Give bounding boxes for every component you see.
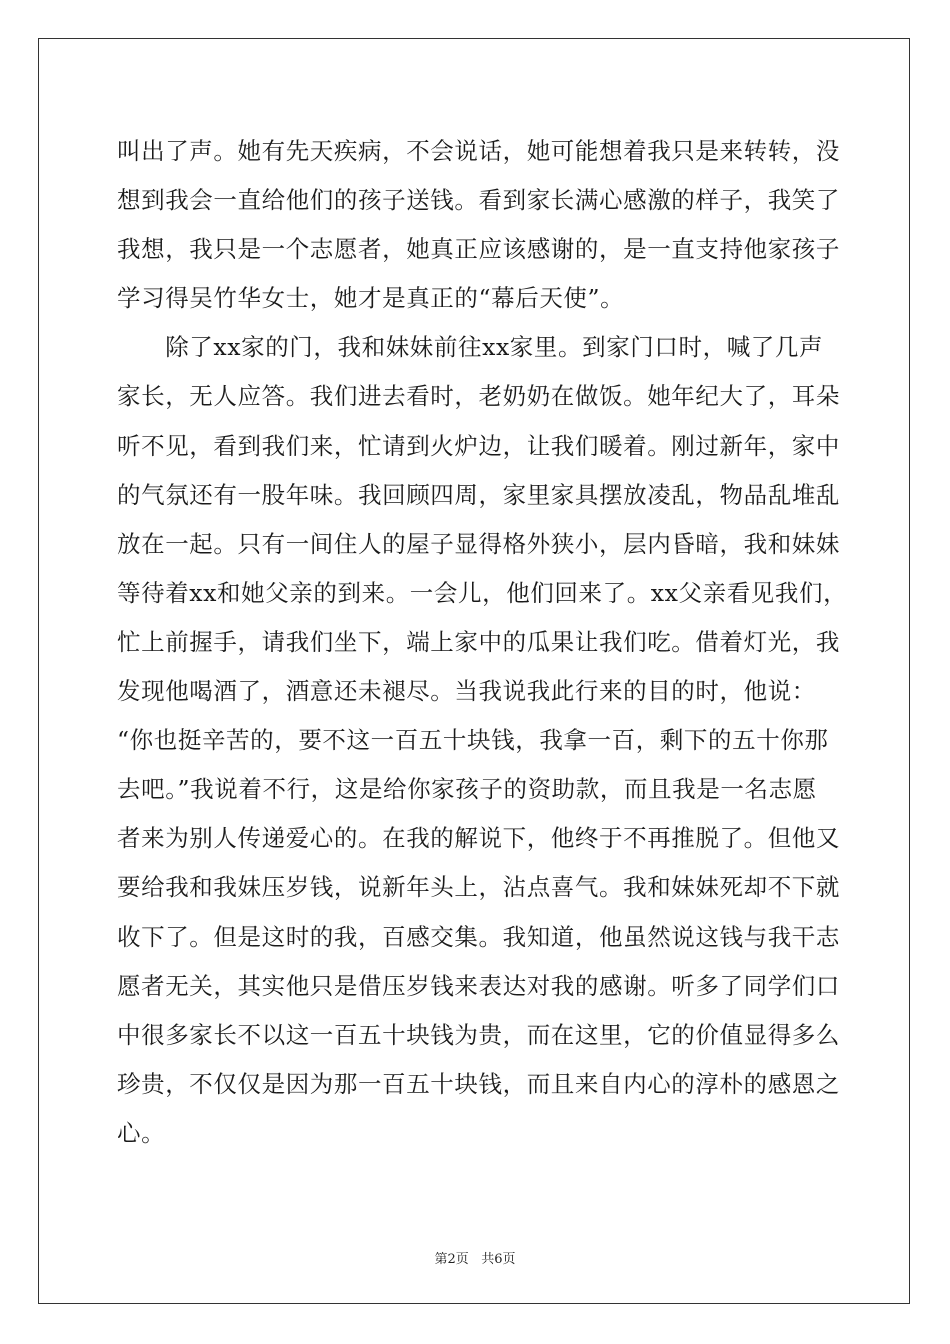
text-line: 忙上前握手，请我们坐下，端上家中的瓜果让我们吃。借着灯光，我	[117, 627, 840, 656]
text-line: 想到我会一直给他们的孩子送钱。看到家长满心感激的样子，我笑了	[117, 186, 840, 215]
text-line: 等待着xx和她父亲的到来。一会儿，他们回来了。xx父亲看见我们，	[117, 578, 848, 607]
text-line: 听不见，看到我们来，忙请到火炉边，让我们暖着。刚过新年，家中	[117, 431, 840, 460]
text-line: 发现他喝酒了，酒意还未褪尽。当我说我此行来的目的时，他说：	[117, 677, 816, 706]
text-line: 愿者无关，其实他只是借压岁钱来表达对我的感谢。听多了同学们口	[117, 971, 840, 1000]
text-line: 中很多家长不以这一百五十块钱为贵，而在这里，它的价值显得多么	[117, 1020, 840, 1049]
text-line: 珍贵，不仅仅是因为那一百五十块钱，而且来自内心的淳朴的感恩之	[117, 1069, 840, 1098]
text-line: 者来为别人传递爱心的。在我的解说下，他终于不再推脱了。但他又	[117, 824, 840, 853]
text-line: 除了xx家的门，我和妹妹前往xx家里。到家门口时，喊了几声	[117, 333, 824, 362]
text-line: 叫出了声。她有先天疾病，不会说话，她可能想着我只是来转转，没	[117, 137, 840, 165]
text-line: 收下了。但是这时的我，百感交集。我知道，他虽然说这钱与我干志	[117, 922, 840, 951]
text-line: “你也挺辛苦的，要不这一百五十块钱，我拿一百，剩下的五十你那	[117, 726, 829, 755]
text-line: 去吧。”我说着不行，这是给你家孩子的资助款，而且我是一名志愿	[117, 775, 817, 804]
text-line: 我想，我只是一个志愿者，她真正应该感谢的，是一直支持他家孩子	[117, 235, 840, 264]
page-number-total: 共6页	[481, 1252, 516, 1267]
document-body	[117, 127, 848, 1158]
page-footer	[0, 1248, 950, 1267]
text-line: 的气氛还有一股年味。我回顾四周，家里家具摆放凌乱，物品乱堆乱	[117, 480, 840, 509]
text-line: 学习得吴竹华女士，她才是真正的“幕后天使”。	[117, 284, 625, 313]
text-line: 心。	[117, 1118, 166, 1147]
page-number-current: 第2页	[434, 1252, 469, 1267]
text-line: 放在一起。只有一间住人的屋子显得格外狭小，层内昏暗，我和妹妹	[117, 529, 840, 558]
text-line: 家长，无人应答。我们进去看时，老奶奶在做饭。她年纪大了，耳朵	[117, 382, 840, 411]
text-line: 要给我和我妹压岁钱，说新年头上，沾点喜气。我和妹妹死却不下就	[117, 873, 840, 902]
